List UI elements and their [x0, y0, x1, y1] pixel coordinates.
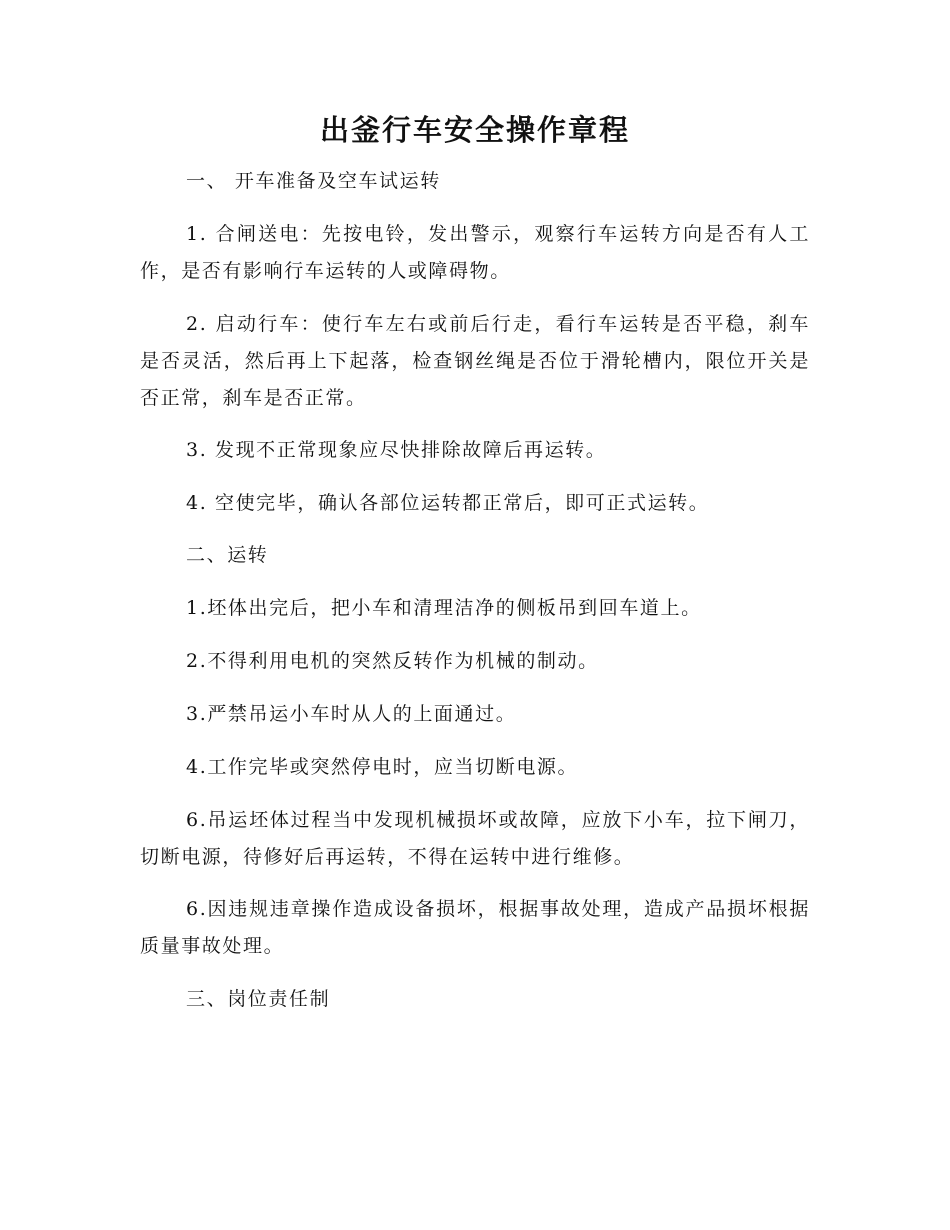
paragraph-1-2: 2. 启动行车：使行车左右或前后行走，看行车运转是否平稳，刹车是否灵活，然后再上下起落，检查钢丝绳是否位于滑轮槽内，限位开关是否正常，刹车是否正常。 — [140, 313, 810, 409]
document-title: 出釜行车安全操作章程 — [319, 113, 630, 147]
paragraph-2-6: 6.因违规违章操作造成设备损坏，根据事故处理，造成产品损坏根据质量事故处理。 — [140, 898, 810, 957]
paragraph-2-5: 6.吊运坯体过程当中发现机械损坏或故障，应放下小车，拉下闸刀，切断电源，待修好后再运转，不得在运转中进行维修。 — [140, 809, 810, 868]
section-heading-3: 三、岗位责任制 — [186, 988, 331, 1010]
paragraph-1-3: 3. 发现不正常现象应尽快排除故障后再运转。 — [186, 439, 607, 461]
paragraph-2-2: 2.不得利用电机的突然反转作为机械的制动。 — [186, 650, 599, 672]
section-heading-2: 二、运转 — [186, 544, 269, 566]
paragraph-2-3: 3.严禁吊运小车时从人的上面通过。 — [186, 703, 517, 725]
paragraph-2-4: 4.工作完毕或突然停电时，应当切断电源。 — [186, 756, 579, 778]
paragraph-1-1: 1. 合闸送电：先按电铃，发出警示，观察行车运转方向是否有人工作，是否有影响行车运转的人或障碍物。 — [140, 223, 810, 282]
paragraph-1-4: 4. 空使完毕，确认各部位运转都正常后，即可正式运转。 — [186, 492, 710, 514]
paragraph-2-1: 1.坯体出完后，把小车和清理洁净的侧板吊到回车道上。 — [186, 597, 702, 619]
section-heading-1: 一、 开车准备及空车试运转 — [186, 170, 441, 192]
